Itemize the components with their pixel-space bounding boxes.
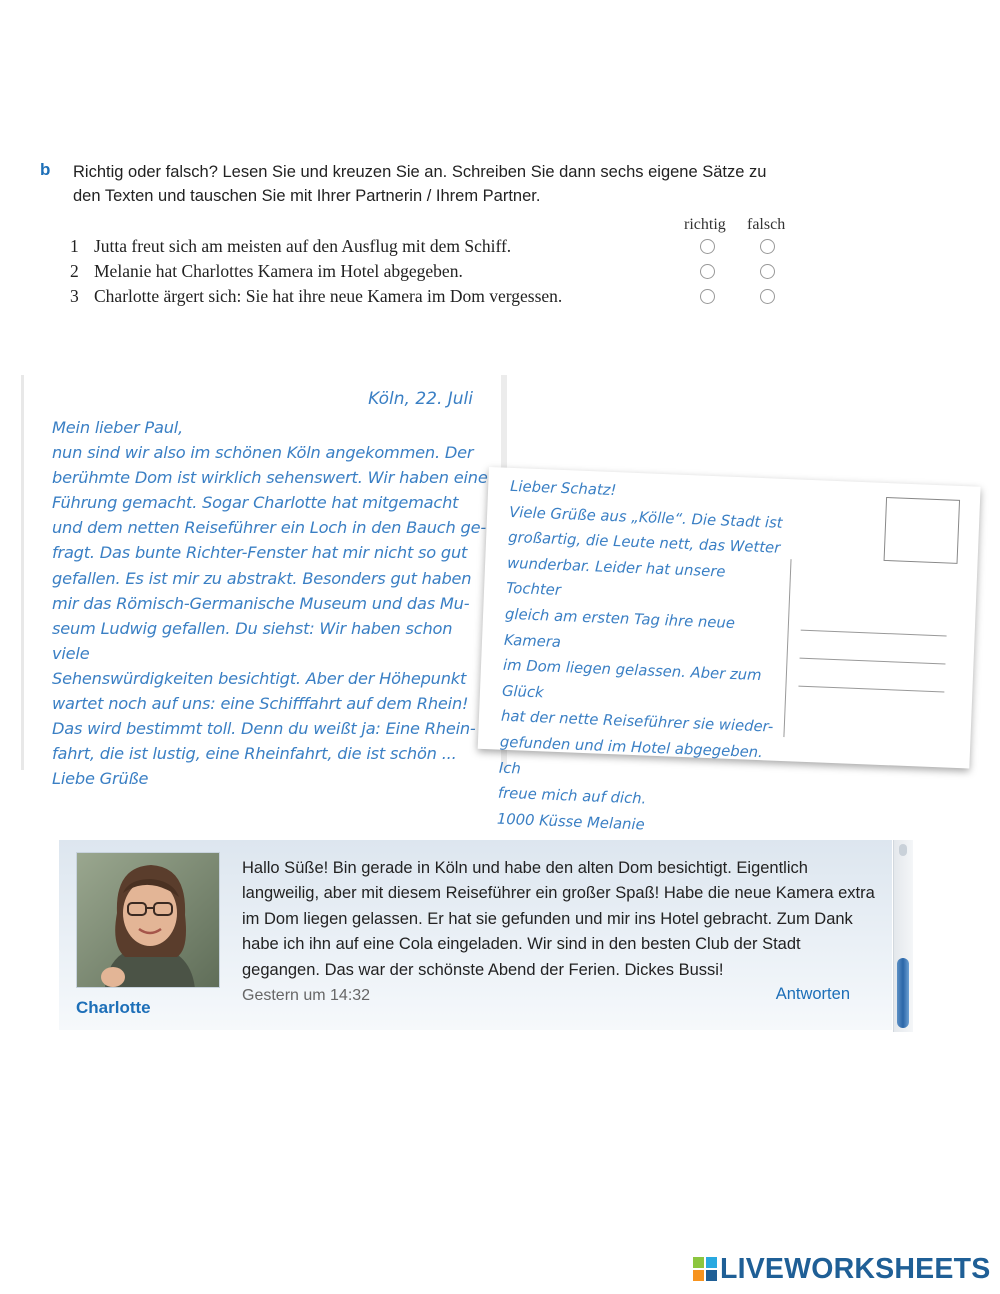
post-text: Hallo Süße! Bin gerade in Köln und habe den alten Dom besichtigt. Eigentlich langweilig, aber mit diesem Reiseführer ein großer Spaß! Habe die neue Kamera extra im Dom liegen gelassen. Er hat sie gefunden und mir ins Hotel gebracht. Zum Dank habe ich ihn auf eine Cola eingeladen. Wir sind in den besten Club der Stadt gegangen. Das war der schönste Abend der Ferien. Dickes Bussi!	[242, 859, 875, 979]
statement-3	[70, 286, 562, 310]
statement-text: Melanie hat Charlottes Kamera im Hotel abgegeben.	[94, 261, 463, 281]
exercise-letter: b	[40, 160, 51, 179]
post-timestamp: Gestern um 14:32	[242, 987, 371, 1004]
postcard-address-line	[798, 686, 944, 693]
avatar-photo	[77, 853, 220, 988]
liveworksheets-logo-text: LIVEWORKSHEETS	[720, 1252, 991, 1285]
liveworksheets-logo-icon	[693, 1257, 717, 1281]
statement-1	[70, 236, 511, 260]
postcard-divider	[783, 559, 791, 737]
postcard-message: Lieber Schatz! Viele Grüße aus „Kölle“. Die Stadt ist großartig, die Leute nett, das Wetter wunderbar. Leider hat unsere Tochter gleich am ersten Tag ihre neue Kamera im Dom liegen gelassen. Aber zum Glück hat der nette Reiseführer sie wieder- gefunden und im Hotel abgegeben. Ich freue mich auf dich. 1000 Küsse Melanie	[496, 477, 783, 834]
statement-2-falsch-radio[interactable]	[760, 264, 775, 279]
statement-1-falsch-radio[interactable]	[760, 239, 775, 254]
statement-number: 3	[70, 286, 79, 306]
statement-number: 1	[70, 236, 79, 256]
postcard	[478, 467, 981, 834]
avatar[interactable]	[76, 852, 220, 988]
statement-2-richtig-radio[interactable]	[700, 264, 715, 279]
postcard-address-line	[801, 630, 947, 637]
column-header-falsch: falsch	[747, 216, 786, 233]
exercise-instruction: Richtig oder falsch? Lesen Sie und kreuzen Sie an. Schreiben Sie dann sechs eigene Sätze zu den Texten und tauschen Sie mit Ihrer Partnerin / Ihrem Partner.	[73, 163, 767, 205]
postcard-stamp-box	[884, 497, 961, 564]
postcard-address-line	[800, 658, 946, 665]
letter-paper	[21, 375, 507, 789]
statement-text: Jutta freut sich am meisten auf den Ausflug mit dem Schiff.	[94, 236, 512, 256]
statement-number: 2	[70, 261, 79, 281]
statement-2	[70, 261, 463, 285]
social-post	[59, 840, 892, 1030]
reply-link[interactable]: Antworten	[775, 985, 850, 1003]
liveworksheets-logo	[693, 1253, 990, 1285]
statement-1-richtig-radio[interactable]	[700, 239, 715, 254]
scrollbar-cap	[899, 844, 907, 856]
post-scrollbar[interactable]	[893, 840, 913, 1032]
scrollbar-thumb[interactable]	[897, 958, 909, 1028]
post-author[interactable]: Charlotte	[76, 998, 151, 1017]
letter-date: Köln, 22. Juli	[368, 389, 473, 409]
statement-text: Charlotte ärgert sich: Sie hat ihre neue Kamera im Dom vergessen.	[94, 286, 563, 306]
letter-body: Mein lieber Paul, nun sind wir also im schönen Köln angekommen. Der berühmte Dom ist wirklich sehenswert. Wir haben eine Führung gemacht. Sogar Charlotte hat mitgemacht und dem netten Reiseführer ein Loch in den Bauch ge- fragt. Das bunte Richter-Fenster hat mir nicht so gut gefallen. Es ist mir zu abstrakt. Besonders gut haben mir das Römisch-Germanische Museum und das Mu- seum Ludwig gefallen. Du siehst: Wir haben schon viele Sehenswürdigkeiten besichtigt. Aber der Höhepunkt wartet noch auf uns: eine Schifffahrt auf dem Rhein! Das wird bestimmt toll. Denn du weißt ja: Eine Rhein- fahrt, die ist lustig, eine Rheinfahrt, die ist schön ... Liebe Grüße	[52, 418, 488, 789]
column-header-richtig: richtig	[684, 216, 726, 233]
statement-3-richtig-radio[interactable]	[700, 289, 715, 304]
statement-3-falsch-radio[interactable]	[760, 289, 775, 304]
